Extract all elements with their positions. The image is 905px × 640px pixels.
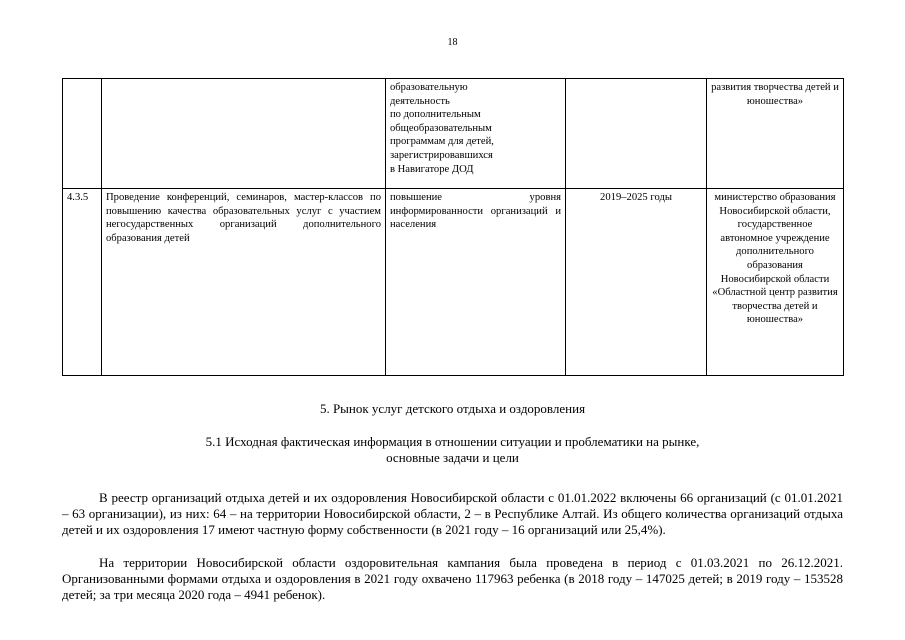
subsection-heading-line2: основные задачи и цели xyxy=(386,450,519,465)
section-heading: 5. Рынок услуг детского отдыха и оздоровления xyxy=(319,401,586,416)
cell-number xyxy=(63,79,102,189)
paragraph-registry: В реестр организаций отдыха детей и их оздоровления Новосибирской области с 01.01.2022 включены 66 организаций (с 01.01.2021 – 63 организации), из них: 64 – на территории Новосибирской области, 2 – в Республике Алтай. Из общего количества организаций отдыха детей и их оздоровления 17 имеют частную форму собственности (в 2021 году – 16 организаций или 25,4%). xyxy=(62,490,843,538)
cell-term: 2019–2025 годы xyxy=(566,189,707,376)
subsection-heading-line1: 5.1 Исходная фактическая информация в отношении ситуации и проблематики на рынке, xyxy=(205,434,700,449)
cell-number: 4.3.5 xyxy=(63,189,102,376)
measures-table xyxy=(62,78,844,376)
cell-result: образовательную деятельность по дополнительным общеобразовательным программам для детей, зарегистрировавшихся в Навигаторе ДОД xyxy=(386,79,566,189)
subsection-heading xyxy=(100,434,805,466)
cell-result: повышение уровня информированности организаций и населения xyxy=(386,189,566,376)
cell-measure-name: Проведение конференций, семинаров, мастер-классов по повышению качества образовательных услуг с участием негосударственных организаций дополнительного образования детей xyxy=(102,189,386,376)
cell-executor: развития творчества детей и юношества» xyxy=(707,79,844,189)
table-row xyxy=(63,79,844,189)
cell-term xyxy=(566,79,707,189)
cell-executor: министерство образования Новосибирской области, государственное автономное учреждение дополнительного образования Новосибирской области «Областной центр развития творчества детей и юношества» xyxy=(707,189,844,376)
table-row xyxy=(63,189,844,376)
page-number: 18 xyxy=(447,37,458,48)
paragraph-campaign: На территории Новосибирской области оздоровительная кампания была проведена в период с 01.03.2021 по 26.12.2021. Организованными формами отдыха и оздоровления в 2021 году охвачено 117963 ребенка (в 2018 году – 147025 детей; в 2019 году – 153528 детей; за три месяца 2020 года – 4941 ребенок). xyxy=(62,555,843,603)
cell-measure-name xyxy=(102,79,386,189)
